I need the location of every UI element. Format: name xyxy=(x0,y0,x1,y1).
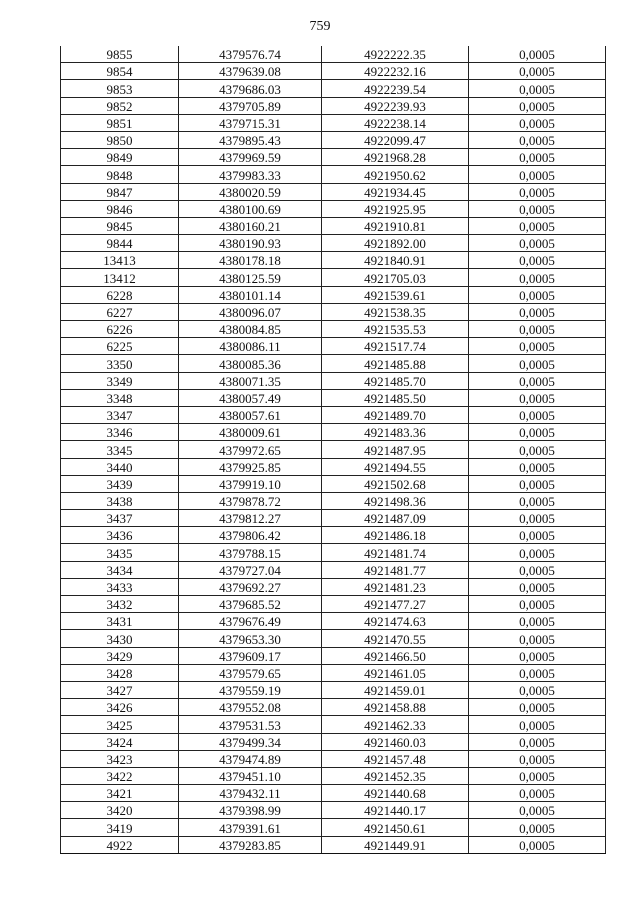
y-coordinate-cell: 4921452.35 xyxy=(322,767,469,784)
tolerance-cell: 0,0005 xyxy=(469,338,606,355)
y-coordinate-cell: 4921517.74 xyxy=(322,338,469,355)
table-row xyxy=(61,733,606,750)
point-number-cell: 3349 xyxy=(61,372,179,389)
table-row xyxy=(61,131,606,148)
x-coordinate-cell: 4379788.15 xyxy=(179,544,322,561)
point-number-cell: 13413 xyxy=(61,252,179,269)
table-row xyxy=(61,613,606,630)
tolerance-cell: 0,0005 xyxy=(469,355,606,372)
table-row xyxy=(61,303,606,320)
y-coordinate-cell: 4921458.88 xyxy=(322,699,469,716)
tolerance-cell: 0,0005 xyxy=(469,149,606,166)
x-coordinate-cell: 4380009.61 xyxy=(179,424,322,441)
x-coordinate-cell: 4379579.65 xyxy=(179,664,322,681)
x-coordinate-cell: 4379499.34 xyxy=(179,733,322,750)
table-row xyxy=(61,80,606,97)
y-coordinate-cell: 4921910.81 xyxy=(322,217,469,234)
point-number-cell: 3420 xyxy=(61,802,179,819)
tolerance-cell: 0,0005 xyxy=(469,733,606,750)
x-coordinate-cell: 4380085.36 xyxy=(179,355,322,372)
y-coordinate-cell: 4921485.50 xyxy=(322,389,469,406)
tolerance-cell: 0,0005 xyxy=(469,321,606,338)
x-coordinate-cell: 4380057.49 xyxy=(179,389,322,406)
table-row xyxy=(61,183,606,200)
tolerance-cell: 0,0005 xyxy=(469,561,606,578)
table-row xyxy=(61,785,606,802)
point-number-cell: 6227 xyxy=(61,303,179,320)
point-number-cell: 3350 xyxy=(61,355,179,372)
tolerance-cell: 0,0005 xyxy=(469,97,606,114)
tolerance-cell: 0,0005 xyxy=(469,767,606,784)
tolerance-cell: 0,0005 xyxy=(469,63,606,80)
y-coordinate-cell: 4921481.23 xyxy=(322,578,469,595)
point-number-cell: 3423 xyxy=(61,750,179,767)
x-coordinate-cell: 4380160.21 xyxy=(179,217,322,234)
x-coordinate-cell: 4379576.74 xyxy=(179,46,322,63)
x-coordinate-cell: 4379283.85 xyxy=(179,836,322,853)
x-coordinate-cell: 4379972.65 xyxy=(179,441,322,458)
x-coordinate-cell: 4379676.49 xyxy=(179,613,322,630)
tolerance-cell: 0,0005 xyxy=(469,114,606,131)
point-number-cell: 3419 xyxy=(61,819,179,836)
table-row xyxy=(61,389,606,406)
point-number-cell: 9845 xyxy=(61,217,179,234)
point-number-cell: 6226 xyxy=(61,321,179,338)
tolerance-cell: 0,0005 xyxy=(469,131,606,148)
table-row xyxy=(61,149,606,166)
point-number-cell: 3435 xyxy=(61,544,179,561)
x-coordinate-cell: 4380190.93 xyxy=(179,235,322,252)
table-row xyxy=(61,372,606,389)
table-row xyxy=(61,527,606,544)
x-coordinate-cell: 4380178.18 xyxy=(179,252,322,269)
tolerance-cell: 0,0005 xyxy=(469,286,606,303)
x-coordinate-cell: 4379474.89 xyxy=(179,750,322,767)
tolerance-cell: 0,0005 xyxy=(469,372,606,389)
x-coordinate-cell: 4379806.42 xyxy=(179,527,322,544)
tolerance-cell: 0,0005 xyxy=(469,80,606,97)
table-row xyxy=(61,596,606,613)
table-row xyxy=(61,200,606,217)
point-number-cell: 9850 xyxy=(61,131,179,148)
x-coordinate-cell: 4379727.04 xyxy=(179,561,322,578)
y-coordinate-cell: 4921477.27 xyxy=(322,596,469,613)
point-number-cell: 9846 xyxy=(61,200,179,217)
tolerance-cell: 0,0005 xyxy=(469,441,606,458)
y-coordinate-cell: 4922099.47 xyxy=(322,131,469,148)
y-coordinate-cell: 4921485.70 xyxy=(322,372,469,389)
y-coordinate-cell: 4922239.54 xyxy=(322,80,469,97)
y-coordinate-cell: 4921487.95 xyxy=(322,441,469,458)
table-row xyxy=(61,46,606,63)
table-row xyxy=(61,819,606,836)
tolerance-cell: 0,0005 xyxy=(469,647,606,664)
point-number-cell: 6225 xyxy=(61,338,179,355)
y-coordinate-cell: 4921487.09 xyxy=(322,510,469,527)
point-number-cell: 3345 xyxy=(61,441,179,458)
table-row xyxy=(61,63,606,80)
y-coordinate-cell: 4921474.63 xyxy=(322,613,469,630)
y-coordinate-cell: 4921486.18 xyxy=(322,527,469,544)
table-row xyxy=(61,286,606,303)
point-number-cell: 9844 xyxy=(61,235,179,252)
x-coordinate-cell: 4379895.43 xyxy=(179,131,322,148)
table-row xyxy=(61,836,606,853)
y-coordinate-cell: 4921950.62 xyxy=(322,166,469,183)
tolerance-cell: 0,0005 xyxy=(469,492,606,509)
point-number-cell: 3347 xyxy=(61,406,179,423)
table-row xyxy=(61,578,606,595)
x-coordinate-cell: 4379451.10 xyxy=(179,767,322,784)
table-row xyxy=(61,681,606,698)
y-coordinate-cell: 4921457.48 xyxy=(322,750,469,767)
point-number-cell: 6228 xyxy=(61,286,179,303)
x-coordinate-cell: 4379685.52 xyxy=(179,596,322,613)
point-number-cell: 9851 xyxy=(61,114,179,131)
table-row xyxy=(61,750,606,767)
x-coordinate-cell: 4380086.11 xyxy=(179,338,322,355)
coordinates-table-body xyxy=(61,46,606,853)
point-number-cell: 9855 xyxy=(61,46,179,63)
y-coordinate-cell: 4921470.55 xyxy=(322,630,469,647)
table-row xyxy=(61,424,606,441)
y-coordinate-cell: 4922239.93 xyxy=(322,97,469,114)
y-coordinate-cell: 4921481.77 xyxy=(322,561,469,578)
table-row xyxy=(61,166,606,183)
x-coordinate-cell: 4379552.08 xyxy=(179,699,322,716)
tolerance-cell: 0,0005 xyxy=(469,802,606,819)
tolerance-cell: 0,0005 xyxy=(469,664,606,681)
table-row xyxy=(61,475,606,492)
x-coordinate-cell: 4380057.61 xyxy=(179,406,322,423)
table-row xyxy=(61,269,606,286)
table-row xyxy=(61,338,606,355)
table-row xyxy=(61,97,606,114)
point-number-cell: 3346 xyxy=(61,424,179,441)
table-row xyxy=(61,441,606,458)
tolerance-cell: 0,0005 xyxy=(469,406,606,423)
tolerance-cell: 0,0005 xyxy=(469,544,606,561)
y-coordinate-cell: 4921502.68 xyxy=(322,475,469,492)
x-coordinate-cell: 4379653.30 xyxy=(179,630,322,647)
y-coordinate-cell: 4921461.05 xyxy=(322,664,469,681)
table-row xyxy=(61,252,606,269)
point-number-cell: 3433 xyxy=(61,578,179,595)
point-number-cell: 3436 xyxy=(61,527,179,544)
x-coordinate-cell: 4379969.59 xyxy=(179,149,322,166)
x-coordinate-cell: 4379609.17 xyxy=(179,647,322,664)
y-coordinate-cell: 4921440.17 xyxy=(322,802,469,819)
point-number-cell: 9852 xyxy=(61,97,179,114)
x-coordinate-cell: 4379983.33 xyxy=(179,166,322,183)
y-coordinate-cell: 4921481.74 xyxy=(322,544,469,561)
table-row xyxy=(61,406,606,423)
y-coordinate-cell: 4921462.33 xyxy=(322,716,469,733)
x-coordinate-cell: 4379531.53 xyxy=(179,716,322,733)
table-row xyxy=(61,561,606,578)
tolerance-cell: 0,0005 xyxy=(469,475,606,492)
tolerance-cell: 0,0005 xyxy=(469,200,606,217)
y-coordinate-cell: 4921485.88 xyxy=(322,355,469,372)
table-row xyxy=(61,217,606,234)
table-row xyxy=(61,647,606,664)
tolerance-cell: 0,0005 xyxy=(469,183,606,200)
point-number-cell: 3430 xyxy=(61,630,179,647)
x-coordinate-cell: 4379878.72 xyxy=(179,492,322,509)
y-coordinate-cell: 4921535.53 xyxy=(322,321,469,338)
tolerance-cell: 0,0005 xyxy=(469,681,606,698)
coordinates-table xyxy=(60,46,606,854)
x-coordinate-cell: 4379398.99 xyxy=(179,802,322,819)
table-row xyxy=(61,114,606,131)
tolerance-cell: 0,0005 xyxy=(469,166,606,183)
tolerance-cell: 0,0005 xyxy=(469,699,606,716)
tolerance-cell: 0,0005 xyxy=(469,510,606,527)
point-number-cell: 3429 xyxy=(61,647,179,664)
tolerance-cell: 0,0005 xyxy=(469,785,606,802)
point-number-cell: 3439 xyxy=(61,475,179,492)
y-coordinate-cell: 4922222.35 xyxy=(322,46,469,63)
point-number-cell: 3432 xyxy=(61,596,179,613)
y-coordinate-cell: 4921460.03 xyxy=(322,733,469,750)
tolerance-cell: 0,0005 xyxy=(469,596,606,613)
x-coordinate-cell: 4380100.69 xyxy=(179,200,322,217)
x-coordinate-cell: 4379686.03 xyxy=(179,80,322,97)
point-number-cell: 9853 xyxy=(61,80,179,97)
y-coordinate-cell: 4921489.70 xyxy=(322,406,469,423)
y-coordinate-cell: 4921459.01 xyxy=(322,681,469,698)
x-coordinate-cell: 4380101.14 xyxy=(179,286,322,303)
table-row xyxy=(61,716,606,733)
point-number-cell: 3425 xyxy=(61,716,179,733)
y-coordinate-cell: 4921925.95 xyxy=(322,200,469,217)
y-coordinate-cell: 4921705.03 xyxy=(322,269,469,286)
tolerance-cell: 0,0005 xyxy=(469,750,606,767)
y-coordinate-cell: 4921539.61 xyxy=(322,286,469,303)
tolerance-cell: 0,0005 xyxy=(469,424,606,441)
tolerance-cell: 0,0005 xyxy=(469,269,606,286)
point-number-cell: 3422 xyxy=(61,767,179,784)
x-coordinate-cell: 4379919.10 xyxy=(179,475,322,492)
table-row xyxy=(61,544,606,561)
point-number-cell: 3421 xyxy=(61,785,179,802)
x-coordinate-cell: 4380096.07 xyxy=(179,303,322,320)
point-number-cell: 3440 xyxy=(61,458,179,475)
x-coordinate-cell: 4379812.27 xyxy=(179,510,322,527)
y-coordinate-cell: 4921494.55 xyxy=(322,458,469,475)
y-coordinate-cell: 4921483.36 xyxy=(322,424,469,441)
tolerance-cell: 0,0005 xyxy=(469,217,606,234)
table-row xyxy=(61,458,606,475)
tolerance-cell: 0,0005 xyxy=(469,716,606,733)
tolerance-cell: 0,0005 xyxy=(469,389,606,406)
tolerance-cell: 0,0005 xyxy=(469,303,606,320)
table-row xyxy=(61,321,606,338)
x-coordinate-cell: 4379715.31 xyxy=(179,114,322,131)
point-number-cell: 3426 xyxy=(61,699,179,716)
y-coordinate-cell: 4921892.00 xyxy=(322,235,469,252)
table-row xyxy=(61,630,606,647)
point-number-cell: 3438 xyxy=(61,492,179,509)
point-number-cell: 3348 xyxy=(61,389,179,406)
y-coordinate-cell: 4921934.45 xyxy=(322,183,469,200)
point-number-cell: 4922 xyxy=(61,836,179,853)
x-coordinate-cell: 4380084.85 xyxy=(179,321,322,338)
tolerance-cell: 0,0005 xyxy=(469,613,606,630)
y-coordinate-cell: 4921466.50 xyxy=(322,647,469,664)
table-row xyxy=(61,767,606,784)
point-number-cell: 3434 xyxy=(61,561,179,578)
x-coordinate-cell: 4379639.08 xyxy=(179,63,322,80)
x-coordinate-cell: 4379925.85 xyxy=(179,458,322,475)
x-coordinate-cell: 4379559.19 xyxy=(179,681,322,698)
x-coordinate-cell: 4379391.61 xyxy=(179,819,322,836)
point-number-cell: 9849 xyxy=(61,149,179,166)
table-row xyxy=(61,802,606,819)
point-number-cell: 13412 xyxy=(61,269,179,286)
y-coordinate-cell: 4921449.91 xyxy=(322,836,469,853)
tolerance-cell: 0,0005 xyxy=(469,46,606,63)
y-coordinate-cell: 4921440.68 xyxy=(322,785,469,802)
table-row xyxy=(61,492,606,509)
point-number-cell: 3427 xyxy=(61,681,179,698)
y-coordinate-cell: 4921538.35 xyxy=(322,303,469,320)
tolerance-cell: 0,0005 xyxy=(469,527,606,544)
x-coordinate-cell: 4379692.27 xyxy=(179,578,322,595)
point-number-cell: 3428 xyxy=(61,664,179,681)
tolerance-cell: 0,0005 xyxy=(469,819,606,836)
x-coordinate-cell: 4379705.89 xyxy=(179,97,322,114)
tolerance-cell: 0,0005 xyxy=(469,235,606,252)
y-coordinate-cell: 4921498.36 xyxy=(322,492,469,509)
y-coordinate-cell: 4922238.14 xyxy=(322,114,469,131)
y-coordinate-cell: 4922232.16 xyxy=(322,63,469,80)
tolerance-cell: 0,0005 xyxy=(469,458,606,475)
x-coordinate-cell: 4380020.59 xyxy=(179,183,322,200)
point-number-cell: 9847 xyxy=(61,183,179,200)
tolerance-cell: 0,0005 xyxy=(469,836,606,853)
table-row xyxy=(61,355,606,372)
x-coordinate-cell: 4380125.59 xyxy=(179,269,322,286)
table-row xyxy=(61,510,606,527)
page-number: 759 xyxy=(309,19,331,34)
tolerance-cell: 0,0005 xyxy=(469,252,606,269)
x-coordinate-cell: 4379432.11 xyxy=(179,785,322,802)
point-number-cell: 9854 xyxy=(61,63,179,80)
y-coordinate-cell: 4921450.61 xyxy=(322,819,469,836)
point-number-cell: 3431 xyxy=(61,613,179,630)
x-coordinate-cell: 4380071.35 xyxy=(179,372,322,389)
point-number-cell: 3424 xyxy=(61,733,179,750)
point-number-cell: 3437 xyxy=(61,510,179,527)
point-number-cell: 9848 xyxy=(61,166,179,183)
table-row xyxy=(61,664,606,681)
y-coordinate-cell: 4921968.28 xyxy=(322,149,469,166)
y-coordinate-cell: 4921840.91 xyxy=(322,252,469,269)
table-row xyxy=(61,235,606,252)
tolerance-cell: 0,0005 xyxy=(469,630,606,647)
table-row xyxy=(61,699,606,716)
tolerance-cell: 0,0005 xyxy=(469,578,606,595)
